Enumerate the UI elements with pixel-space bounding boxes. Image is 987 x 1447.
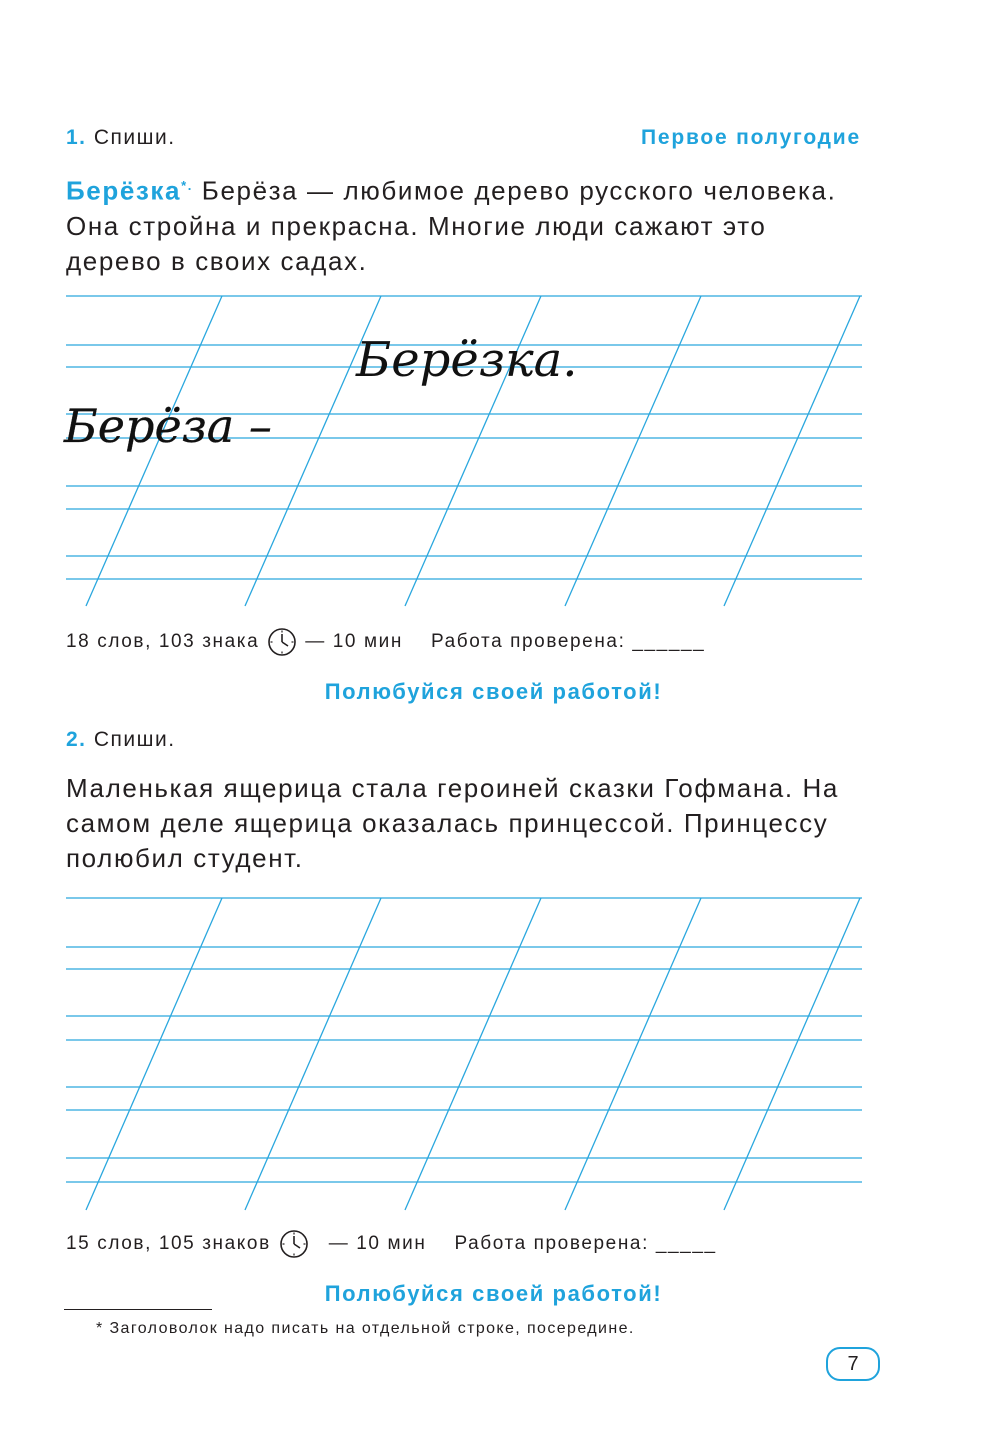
task-1-number: 1. bbox=[66, 126, 87, 149]
task-1-text bbox=[66, 168, 866, 279]
task-2-checked-label: Работа проверена: _____ bbox=[454, 1233, 717, 1254]
task-1-writing-grid[interactable] bbox=[0, 290, 987, 620]
sample-start-handwriting: Берёза – bbox=[64, 399, 272, 453]
task-1-praise: Полюбуйся своей работой! bbox=[324, 679, 663, 704]
task-1-instruction: Спиши. bbox=[93, 126, 176, 149]
task-2-praise: Полюбуйся своей работой! bbox=[324, 1281, 663, 1306]
task-1-time-limit: — 10 мин bbox=[305, 631, 403, 652]
footnote-text: * Заголоволок надо писать на отдельной строке, посередине. bbox=[96, 1320, 635, 1337]
task-2-stats bbox=[66, 1229, 717, 1259]
task-1-stats bbox=[66, 627, 705, 657]
task-2-word-count: 15 слов, 105 знаков bbox=[66, 1233, 271, 1254]
task-1-checked-label: Работа проверена: ______ bbox=[430, 631, 706, 652]
task-2-header bbox=[66, 728, 176, 752]
task-2-time-limit: — 10 мин bbox=[328, 1233, 427, 1254]
footnote-divider bbox=[64, 1309, 212, 1310]
task-1-header bbox=[66, 126, 176, 150]
section-label: Первое полугодие bbox=[640, 126, 861, 149]
task-1-word-count: 18 слов, 103 знака bbox=[66, 631, 260, 652]
task-1-title-word: Берёзка bbox=[66, 175, 182, 206]
task-2-number: 2. bbox=[66, 728, 87, 751]
page-number: 7 bbox=[826, 1347, 880, 1381]
footnote-mark: *. bbox=[181, 178, 193, 193]
clock-icon bbox=[267, 627, 297, 657]
task-2-writing-grid[interactable] bbox=[0, 892, 987, 1222]
task-2-text: Маленькая ящерица стала героиней сказки Гофмана. На самом деле ящерица оказалась принцессой. Принцессу полюбил студент. bbox=[66, 773, 839, 873]
task-2-instruction: Спиши. bbox=[93, 728, 176, 751]
clock-icon bbox=[279, 1229, 309, 1259]
sample-title-handwriting: Берёзка. bbox=[356, 332, 578, 388]
task-1-text-body: Берёза — любимое дерево русского человека. Она стройна и прекрасна. Многие люди сажают это дерево в своих садах. bbox=[66, 175, 837, 276]
